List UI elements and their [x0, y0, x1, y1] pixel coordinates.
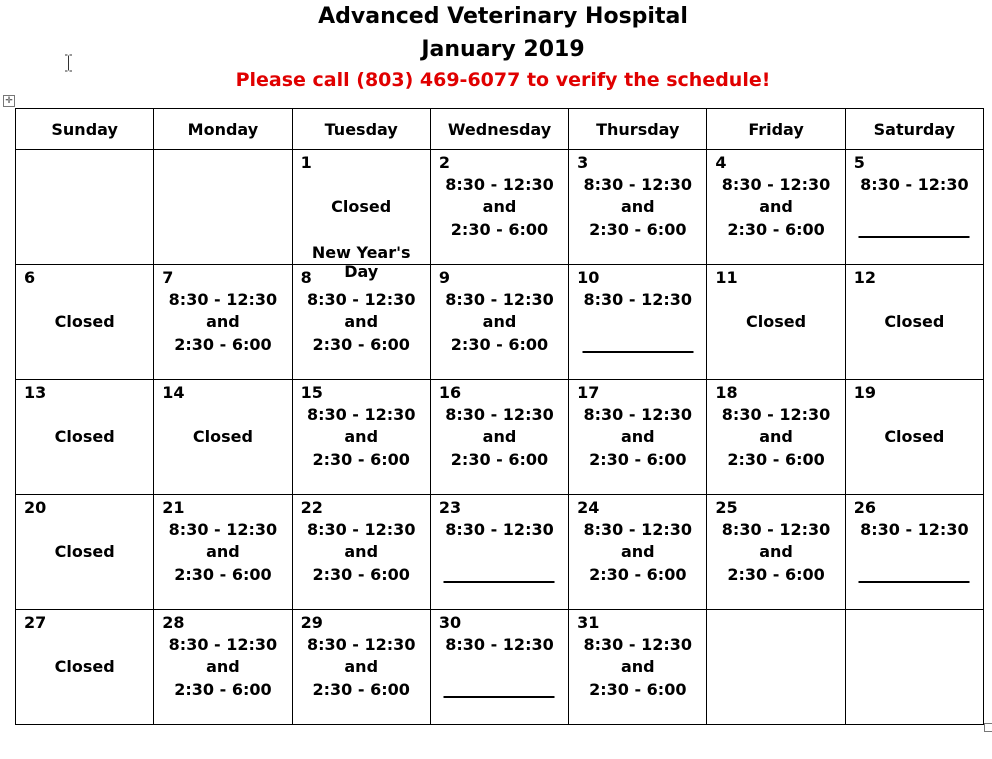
- afternoon-hours: 2:30 - 6:00: [589, 220, 687, 239]
- closed-label: Closed: [331, 197, 392, 216]
- morning-hours: 8:30 - 12:30: [445, 405, 554, 424]
- morning-hours: 8:30 - 12:30: [306, 290, 416, 309]
- hours-and: and: [620, 197, 655, 216]
- afternoon-hours: 2:30 - 6:00: [589, 450, 687, 469]
- afternoon-hours: 2:30 - 6:00: [589, 680, 687, 699]
- weekday-header: Thursday: [569, 109, 707, 150]
- morning-hours: 8:30 - 12:30: [583, 635, 693, 654]
- day-number: 2: [438, 153, 450, 172]
- day-cell[interactable]: [569, 380, 707, 495]
- day-number: 4: [715, 153, 727, 172]
- day-number: 19: [853, 383, 876, 402]
- afternoon-hours: 2:30 - 6:00: [312, 565, 410, 584]
- day-number: 22: [300, 498, 323, 517]
- hours-and: and: [620, 657, 655, 676]
- hours-and: and: [344, 312, 379, 331]
- day-cell[interactable]: [292, 265, 430, 380]
- day-cell[interactable]: [16, 610, 154, 725]
- afternoon-hours: 2:30 - 6:00: [450, 220, 549, 239]
- calendar-table: [15, 108, 984, 725]
- morning-hours: 8:30 - 12:30: [306, 405, 416, 424]
- afternoon-hours: 2:30 - 6:00: [312, 680, 410, 699]
- morning-hours: 8:30 - 12:30: [721, 520, 831, 539]
- morning-hours: 8:30 - 12:30: [721, 405, 831, 424]
- weekday-header: Tuesday: [292, 109, 430, 150]
- hospital-title: Advanced Veterinary Hospital: [318, 4, 688, 29]
- day-number: 27: [24, 613, 47, 632]
- day-number: 13: [24, 383, 47, 402]
- day-cell[interactable]: [845, 495, 983, 610]
- day-cell[interactable]: [845, 150, 983, 265]
- morning-hours: 8:30 - 12:30: [860, 175, 969, 194]
- hours-and: and: [344, 427, 379, 446]
- morning-hours: 8:30 - 12:30: [583, 175, 693, 194]
- day-cell[interactable]: [845, 380, 983, 495]
- afternoon-hours: 2:30 - 6:00: [450, 335, 549, 354]
- weekday-header: Friday: [707, 109, 845, 150]
- hours-and: and: [482, 312, 517, 331]
- closed-label: Closed: [884, 427, 945, 446]
- day-number: 16: [438, 383, 462, 402]
- day-number: 14: [162, 383, 185, 402]
- afternoon-hours: 2:30 - 6:00: [727, 565, 825, 584]
- day-cell[interactable]: [430, 610, 568, 725]
- day-number: 15: [300, 383, 323, 402]
- afternoon-hours: 2:30 - 6:00: [174, 680, 272, 699]
- week-row: [16, 610, 984, 725]
- day-number: 1: [300, 153, 312, 172]
- day-number: 30: [438, 613, 462, 632]
- morning-hours: 8:30 - 12:30: [583, 405, 693, 424]
- week-row: [16, 265, 984, 380]
- weekday-header: Sunday: [16, 109, 154, 150]
- morning-hours: 8:30 - 12:30: [445, 175, 554, 194]
- day-number: 24: [577, 498, 600, 517]
- day-cell[interactable]: [707, 265, 845, 380]
- day-cell[interactable]: [430, 265, 568, 380]
- table-resize-handle[interactable]: [984, 723, 992, 732]
- day-cell[interactable]: [569, 495, 707, 610]
- day-cell[interactable]: [707, 150, 845, 265]
- day-cell[interactable]: [16, 150, 154, 265]
- day-number: 25: [715, 498, 738, 517]
- hours-and: and: [482, 427, 517, 446]
- closed-label: Closed: [54, 427, 115, 446]
- afternoon-closed-line: [859, 581, 970, 583]
- day-number: 11: [715, 268, 738, 287]
- afternoon-hours: 2:30 - 6:00: [727, 220, 825, 239]
- hours-and: and: [759, 197, 793, 216]
- day-number: 10: [577, 268, 600, 287]
- day-cell[interactable]: [569, 150, 707, 265]
- holiday-name: New Year's Day: [311, 243, 411, 281]
- morning-hours: 8:30 - 12:30: [306, 635, 416, 654]
- day-cell[interactable]: [707, 495, 845, 610]
- day-number: 9: [438, 268, 450, 287]
- closed-label: Closed: [746, 312, 807, 331]
- closed-label: Closed: [192, 427, 253, 446]
- day-cell[interactable]: [154, 610, 292, 725]
- text-cursor-icon: [64, 54, 73, 72]
- day-cell[interactable]: [569, 610, 707, 725]
- day-cell[interactable]: [845, 265, 983, 380]
- weekday-header-row: [16, 109, 984, 150]
- afternoon-hours: 2:30 - 6:00: [174, 335, 272, 354]
- day-cell[interactable]: [845, 610, 983, 725]
- afternoon-hours: 2:30 - 6:00: [727, 450, 825, 469]
- hours-and: and: [344, 542, 379, 561]
- closed-label: Closed: [54, 312, 115, 331]
- day-number: 21: [162, 498, 185, 517]
- morning-hours: 8:30 - 12:30: [583, 290, 693, 309]
- day-cell[interactable]: [16, 495, 154, 610]
- day-number: 18: [715, 383, 738, 402]
- hours-and: and: [482, 197, 517, 216]
- day-number: 8: [300, 268, 312, 287]
- hours-and: and: [206, 542, 240, 561]
- day-cell[interactable]: [292, 610, 430, 725]
- weekday-header: Monday: [154, 109, 292, 150]
- day-cell[interactable]: [707, 380, 845, 495]
- morning-hours: 8:30 - 12:30: [168, 635, 278, 654]
- day-number: 28: [162, 613, 185, 632]
- afternoon-closed-line: [582, 351, 693, 353]
- closed-label: Closed: [884, 312, 945, 331]
- morning-hours: 8:30 - 12:30: [306, 520, 416, 539]
- weekday-header: Saturday: [845, 109, 983, 150]
- day-cell[interactable]: [154, 150, 292, 265]
- table-move-handle-icon[interactable]: ✛: [3, 95, 15, 107]
- month-title: January 2019: [421, 37, 585, 62]
- day-cell[interactable]: [569, 265, 707, 380]
- morning-hours: 8:30 - 12:30: [860, 520, 969, 539]
- day-number: 3: [577, 153, 589, 172]
- week-row: [16, 495, 984, 610]
- day-cell[interactable]: [430, 380, 568, 495]
- week-row: [16, 150, 984, 265]
- day-cell[interactable]: [154, 495, 292, 610]
- morning-hours: 8:30 - 12:30: [445, 290, 554, 309]
- morning-hours: 8:30 - 12:30: [168, 520, 278, 539]
- day-number: 20: [24, 498, 47, 517]
- afternoon-closed-line: [444, 581, 555, 583]
- afternoon-hours: 2:30 - 6:00: [450, 450, 549, 469]
- day-cell[interactable]: [430, 150, 568, 265]
- morning-hours: 8:30 - 12:30: [168, 290, 278, 309]
- hours-and: and: [620, 427, 655, 446]
- hours-and: and: [206, 312, 240, 331]
- day-number: 17: [577, 383, 600, 402]
- day-cell[interactable]: [292, 495, 430, 610]
- hours-and: and: [206, 657, 240, 676]
- day-number: 12: [853, 268, 876, 287]
- afternoon-closed-line: [859, 236, 970, 238]
- day-cell[interactable]: [16, 265, 154, 380]
- closed-label: Closed: [54, 542, 115, 561]
- day-number: 5: [853, 153, 865, 172]
- day-cell[interactable]: [16, 380, 154, 495]
- hours-and: and: [344, 657, 379, 676]
- weekday-header: Wednesday: [430, 109, 568, 150]
- day-number: 29: [300, 613, 323, 632]
- hours-and: and: [620, 542, 655, 561]
- verify-notice: Please call (803) 469-6077 to verify the schedule!: [235, 69, 771, 91]
- hours-and: and: [759, 427, 793, 446]
- day-number: 23: [438, 498, 462, 517]
- closed-label: Closed: [54, 657, 115, 676]
- hours-and: and: [759, 542, 793, 561]
- day-cell[interactable]: [707, 610, 845, 725]
- afternoon-hours: 2:30 - 6:00: [589, 565, 687, 584]
- morning-hours: 8:30 - 12:30: [445, 520, 554, 539]
- day-number: 31: [577, 613, 600, 632]
- afternoon-hours: 2:30 - 6:00: [312, 335, 410, 354]
- morning-hours: 8:30 - 12:30: [721, 175, 831, 194]
- day-cell[interactable]: [292, 380, 430, 495]
- afternoon-closed-line: [444, 696, 555, 698]
- afternoon-hours: 2:30 - 6:00: [174, 565, 272, 584]
- morning-hours: 8:30 - 12:30: [445, 635, 554, 654]
- day-cell[interactable]: [292, 150, 430, 281]
- day-cell[interactable]: [430, 495, 568, 610]
- day-cell[interactable]: [154, 380, 292, 495]
- day-cell[interactable]: [154, 265, 292, 380]
- day-number: 7: [162, 268, 174, 287]
- day-number: 6: [24, 268, 36, 287]
- afternoon-hours: 2:30 - 6:00: [312, 450, 410, 469]
- morning-hours: 8:30 - 12:30: [583, 520, 693, 539]
- day-number: 26: [853, 498, 876, 517]
- week-row: [16, 380, 984, 495]
